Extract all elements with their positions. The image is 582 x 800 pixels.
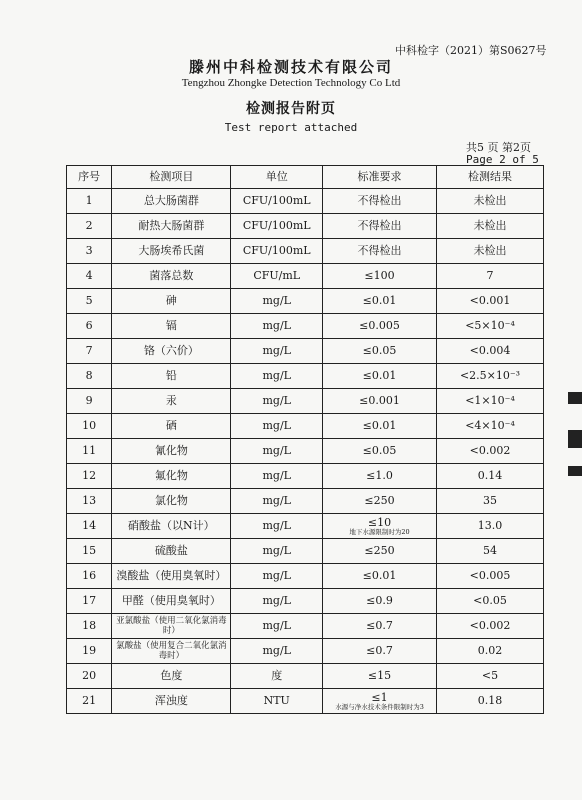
test-item: 硝酸盐（以N计）	[112, 514, 231, 539]
result: <0.001	[437, 289, 544, 314]
test-item: 氯化物	[112, 489, 231, 514]
requirement: ≤0.01	[322, 289, 436, 314]
unit: mg/L	[231, 389, 322, 414]
test-item: 硫酸盐	[112, 539, 231, 564]
unit: mg/L	[231, 414, 322, 439]
table-row	[67, 414, 544, 439]
requirement: ≤250	[322, 539, 436, 564]
row-number: 15	[67, 539, 112, 564]
row-number: 19	[67, 639, 112, 664]
row-number: 2	[67, 214, 112, 239]
report-title-cn: 检测报告附页	[246, 101, 336, 117]
requirement: ≤0.9	[322, 589, 436, 614]
table-row	[67, 214, 544, 239]
unit: mg/L	[231, 464, 322, 489]
test-item: 总大肠菌群	[112, 189, 231, 214]
requirement-note: 水源与净水技术条件限制时为3	[335, 702, 424, 711]
test-item: 溴酸盐（使用臭氧时）	[112, 564, 231, 589]
row-number: 7	[67, 339, 112, 364]
row-number: 5	[67, 289, 112, 314]
unit: mg/L	[231, 614, 322, 639]
unit: mg/L	[231, 514, 322, 539]
requirement: ≤0.7	[322, 639, 436, 664]
page-indicator-cn: 共5 页 第2页	[466, 141, 531, 154]
unit: CFU/100mL	[231, 239, 322, 264]
result: 未检出	[437, 189, 544, 214]
test-item: 汞	[112, 389, 231, 414]
table-row	[67, 389, 544, 414]
company-name-cn: 滕州中科检测技术有限公司	[188, 58, 393, 76]
table-row	[67, 639, 544, 664]
table-row	[67, 364, 544, 389]
row-number: 21	[67, 689, 112, 714]
requirement: ≤0.01	[322, 564, 436, 589]
unit: NTU	[231, 689, 322, 714]
result: 未检出	[437, 214, 544, 239]
table-row	[67, 339, 544, 364]
test-item: 氰化物	[112, 439, 231, 464]
result: <5×10⁻⁴	[437, 314, 544, 339]
result: <0.002	[437, 614, 544, 639]
table-row	[67, 189, 544, 214]
header-result: 检测结果	[437, 166, 544, 189]
row-number: 6	[67, 314, 112, 339]
test-item: 甲醛（使用臭氧时）	[112, 589, 231, 614]
row-number: 11	[67, 439, 112, 464]
requirement: 不得检出	[322, 239, 436, 264]
result: <0.005	[437, 564, 544, 589]
table-row	[67, 589, 544, 614]
row-number: 14	[67, 514, 112, 539]
unit: mg/L	[231, 639, 322, 664]
table-row	[67, 564, 544, 589]
requirement: ≤10 地下水源限制时为20	[322, 514, 436, 539]
table-header-row	[67, 166, 544, 189]
unit: mg/L	[231, 339, 322, 364]
header-no: 序号	[67, 166, 112, 189]
test-item: 浑浊度	[112, 689, 231, 714]
header-requirement: 标准要求	[322, 166, 436, 189]
table-row	[67, 314, 544, 339]
table-row	[67, 264, 544, 289]
row-number: 8	[67, 364, 112, 389]
unit: 度	[231, 664, 322, 689]
result: <0.002	[437, 439, 544, 464]
row-number: 1	[67, 189, 112, 214]
result: <0.05	[437, 589, 544, 614]
requirement-note: 地下水源限制时为20	[349, 527, 410, 536]
test-item: 氯酸盐（使用复合二氧化氯消毒时）	[112, 639, 231, 664]
unit: mg/L	[231, 314, 322, 339]
table-row	[67, 664, 544, 689]
test-item: 砷	[112, 289, 231, 314]
result: <4×10⁻⁴	[437, 414, 544, 439]
requirement: ≤0.05	[322, 339, 436, 364]
row-number: 18	[67, 614, 112, 639]
test-item: 色度	[112, 664, 231, 689]
requirement: ≤0.7	[322, 614, 436, 639]
unit: mg/L	[231, 489, 322, 514]
document-number: 中科检字（2021）第S0627号	[395, 44, 547, 57]
requirement: ≤0.05	[322, 439, 436, 464]
test-item: 铅	[112, 364, 231, 389]
page-indicator-en: Page 2 of 5	[466, 153, 539, 166]
requirement: 不得检出	[322, 214, 436, 239]
row-number: 13	[67, 489, 112, 514]
result: <5	[437, 664, 544, 689]
unit: mg/L	[231, 589, 322, 614]
requirement: 不得检出	[322, 189, 436, 214]
row-number: 10	[67, 414, 112, 439]
result: <1×10⁻⁴	[437, 389, 544, 414]
requirement: ≤0.01	[322, 364, 436, 389]
edge-mark	[568, 466, 582, 476]
result: 未检出	[437, 239, 544, 264]
result: 13.0	[437, 514, 544, 539]
result: <0.004	[437, 339, 544, 364]
requirement: ≤0.01	[322, 414, 436, 439]
test-item: 氟化物	[112, 464, 231, 489]
row-number: 9	[67, 389, 112, 414]
test-item: 亚氯酸盐（使用二氧化氯消毒时）	[112, 614, 231, 639]
edge-mark	[568, 392, 582, 404]
header-unit: 单位	[231, 166, 322, 189]
table-row	[67, 289, 544, 314]
result: 0.18	[437, 689, 544, 714]
requirement: ≤100	[322, 264, 436, 289]
unit: CFU/100mL	[231, 214, 322, 239]
table-row	[67, 689, 544, 714]
result: <2.5×10⁻³	[437, 364, 544, 389]
result: 0.14	[437, 464, 544, 489]
report-title-en: Test report attached	[224, 121, 358, 134]
test-item: 大肠埃希氏菌	[112, 239, 231, 264]
company-name-en: Tengzhou Zhongke Detection Technology Co Ltd	[181, 77, 401, 89]
table-row	[67, 514, 544, 539]
test-item: 菌落总数	[112, 264, 231, 289]
result: 0.02	[437, 639, 544, 664]
row-number: 17	[67, 589, 112, 614]
test-item: 耐热大肠菌群	[112, 214, 231, 239]
test-item: 镉	[112, 314, 231, 339]
unit: mg/L	[231, 364, 322, 389]
unit: mg/L	[231, 539, 322, 564]
unit: mg/L	[231, 439, 322, 464]
unit: mg/L	[231, 564, 322, 589]
row-number: 4	[67, 264, 112, 289]
header-item: 检测项目	[112, 166, 231, 189]
table-row	[67, 439, 544, 464]
row-number: 20	[67, 664, 112, 689]
result: 35	[437, 489, 544, 514]
test-item: 铬（六价）	[112, 339, 231, 364]
results-table	[66, 165, 544, 714]
requirement: ≤1.0	[322, 464, 436, 489]
table-body	[67, 189, 544, 714]
edge-mark	[568, 430, 582, 448]
table-row	[67, 489, 544, 514]
requirement: ≤0.005	[322, 314, 436, 339]
unit: CFU/mL	[231, 264, 322, 289]
row-number: 16	[67, 564, 112, 589]
row-number: 12	[67, 464, 112, 489]
requirement: ≤1 水源与净水技术条件限制时为3	[322, 689, 436, 714]
row-number: 3	[67, 239, 112, 264]
table-row	[67, 464, 544, 489]
unit: CFU/100mL	[231, 189, 322, 214]
requirement: ≤250	[322, 489, 436, 514]
requirement: ≤15	[322, 664, 436, 689]
table-row	[67, 239, 544, 264]
table-row	[67, 614, 544, 639]
test-item: 硒	[112, 414, 231, 439]
unit: mg/L	[231, 289, 322, 314]
result: 7	[437, 264, 544, 289]
table-row	[67, 539, 544, 564]
requirement: ≤0.001	[322, 389, 436, 414]
result: 54	[437, 539, 544, 564]
